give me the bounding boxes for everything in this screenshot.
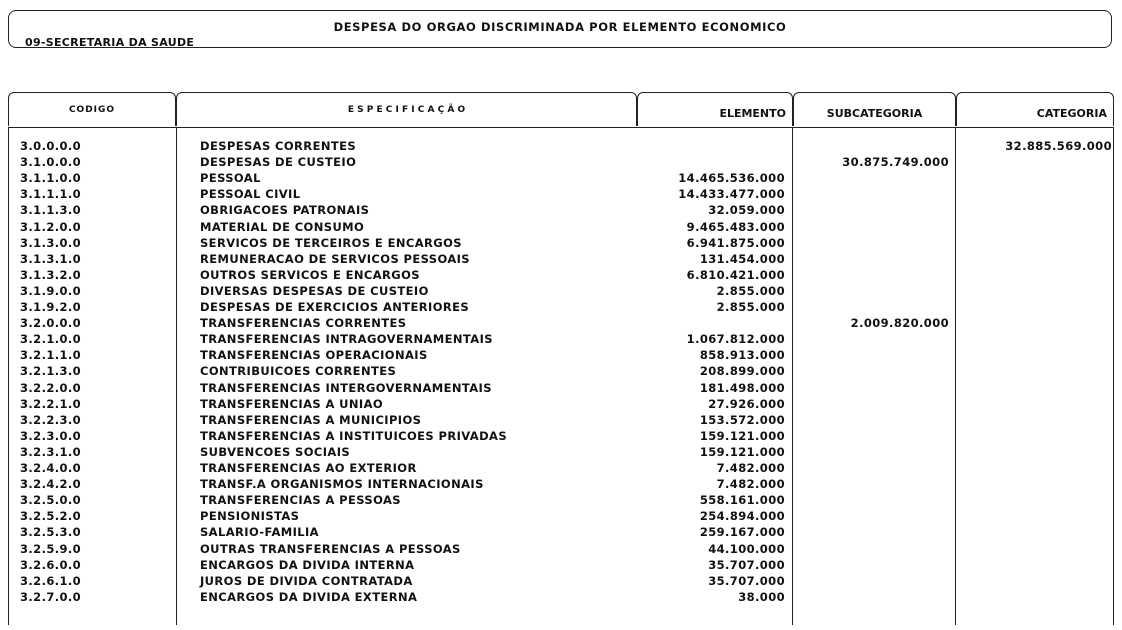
cell-elemento: 2.855.000 xyxy=(716,300,785,314)
table-row xyxy=(0,446,1122,460)
cell-codigo: 3.2.6.1.0 xyxy=(20,573,82,588)
cell-elemento: 208.899.000 xyxy=(699,364,785,379)
cell-especificacao: ENCARGOS DA DIVIDA INTERNA xyxy=(200,557,415,572)
cell-especificacao: TRANSFERENCIAS A PESSOAS xyxy=(200,493,401,508)
table-row xyxy=(0,269,1122,283)
table-row xyxy=(0,478,1122,492)
table-row xyxy=(0,172,1122,186)
cell-codigo: 3.2.1.0.0 xyxy=(20,332,82,347)
table-row xyxy=(0,559,1122,573)
organ-name: 09-SECRETARIA DA SAUDE xyxy=(25,36,195,49)
table-row xyxy=(0,317,1122,331)
cell-codigo: 3.2.1.1.0 xyxy=(20,348,82,363)
table-row xyxy=(0,591,1122,605)
cell-elemento: 14.465.536.000 xyxy=(678,171,785,186)
cell-elemento: 1.067.812.000 xyxy=(686,332,785,347)
cell-especificacao: ENCARGOS DA DIVIDA EXTERNA xyxy=(200,589,418,604)
header-divider xyxy=(8,127,1114,128)
report-title: DESPESA DO ORGAO DISCRIMINADA POR ELEMENTO ECONOMICO xyxy=(333,20,787,34)
cell-especificacao: OUTROS SERVICOS E ENCARGOS xyxy=(200,267,420,282)
cell-elemento: 259.167.000 xyxy=(699,525,785,540)
cell-especificacao: REMUNERACAO DE SERVICOS PESSOAIS xyxy=(200,251,470,266)
cell-codigo: 3.2.5.3.0 xyxy=(20,525,82,540)
cell-elemento: 6.810.421.000 xyxy=(686,267,785,282)
cell-codigo: 3.1.3.1.0 xyxy=(20,251,82,266)
cell-elemento: 27.926.000 xyxy=(708,396,785,411)
table-row xyxy=(0,188,1122,202)
cell-especificacao: OUTRAS TRANSFERENCIAS A PESSOAS xyxy=(200,541,461,556)
report-header-box xyxy=(8,10,1112,48)
column-header-codigo: CODIGO xyxy=(8,92,176,126)
cell-codigo: 3.1.1.0.0 xyxy=(20,171,82,186)
cell-elemento: 35.707.000 xyxy=(708,573,785,588)
cell-codigo: 3.2.0.0.0 xyxy=(20,316,82,331)
cell-elemento: 858.913.000 xyxy=(699,348,785,363)
cell-elemento: 35.707.000 xyxy=(708,557,785,572)
cell-especificacao: JUROS DE DIVIDA CONTRATADA xyxy=(200,573,413,588)
cell-especificacao: CONTRIBUICOES CORRENTES xyxy=(200,364,397,379)
cell-codigo: 3.1.1.1.0 xyxy=(20,187,82,202)
cell-elemento: 7.482.000 xyxy=(716,477,785,492)
cell-elemento: 6.941.875.000 xyxy=(686,235,785,250)
cell-codigo: 3.1.9.2.0 xyxy=(20,300,82,314)
cell-elemento: 9.465.483.000 xyxy=(686,219,785,234)
cell-elemento: 14.433.477.000 xyxy=(678,187,785,202)
table-row xyxy=(0,462,1122,476)
cell-elemento: 2.855.000 xyxy=(716,283,785,298)
cell-elemento: 254.894.000 xyxy=(699,509,785,524)
cell-elemento: 159.121.000 xyxy=(699,428,785,443)
cell-especificacao: DIVERSAS DESPESAS DE CUSTEIO xyxy=(200,283,429,298)
cell-codigo: 3.2.2.0.0 xyxy=(20,380,82,395)
column-header-elemento: ELEMENTO xyxy=(637,92,793,126)
table-row xyxy=(0,494,1122,508)
table-row xyxy=(0,253,1122,267)
cell-especificacao: TRANSFERENCIAS A INSTITUICOES PRIVADAS xyxy=(200,428,508,443)
table-row xyxy=(0,510,1122,524)
table-row xyxy=(0,382,1122,396)
cell-elemento: 7.482.000 xyxy=(716,461,785,475)
cell-especificacao: PESSOAL CIVIL xyxy=(200,187,301,202)
cell-elemento: 159.121.000 xyxy=(699,444,785,459)
cell-especificacao: OBRIGACOES PATRONAIS xyxy=(200,203,370,218)
table-row xyxy=(0,349,1122,363)
cell-elemento: 181.498.000 xyxy=(699,380,785,395)
table-row xyxy=(0,285,1122,299)
cell-codigo: 3.1.9.0.0 xyxy=(20,283,82,298)
cell-especificacao: TRANSFERENCIAS CORRENTES xyxy=(200,316,407,331)
table-row xyxy=(0,543,1122,557)
cell-especificacao: TRANSFERENCIAS AO EXTERIOR xyxy=(200,461,417,475)
cell-codigo: 3.2.5.0.0 xyxy=(20,493,82,508)
table-row xyxy=(0,204,1122,218)
cell-categoria: 32.885.569.000 xyxy=(1005,139,1112,153)
cell-codigo: 3.2.1.3.0 xyxy=(20,364,82,379)
table-row xyxy=(0,398,1122,412)
column-header-subcategoria: SUBCATEGORIA xyxy=(793,92,956,126)
table-row xyxy=(0,333,1122,347)
cell-especificacao: SERVICOS DE TERCEIROS E ENCARGOS xyxy=(200,235,462,250)
cell-elemento: 44.100.000 xyxy=(708,541,785,556)
cell-codigo: 3.1.2.0.0 xyxy=(20,219,82,234)
cell-codigo: 3.2.4.0.0 xyxy=(20,461,82,475)
cell-codigo: 3.2.3.1.0 xyxy=(20,444,82,459)
table-row xyxy=(0,156,1122,170)
table-row xyxy=(0,301,1122,315)
cell-especificacao: SALARIO-FAMILIA xyxy=(200,525,319,540)
cell-elemento: 32.059.000 xyxy=(708,203,785,218)
cell-especificacao: TRANSFERENCIAS INTRAGOVERNAMENTAIS xyxy=(200,332,493,347)
cell-especificacao: DESPESAS CORRENTES xyxy=(200,139,357,153)
cell-codigo: 3.2.6.0.0 xyxy=(20,557,82,572)
cell-codigo: 3.1.3.2.0 xyxy=(20,267,82,282)
table-row xyxy=(0,140,1122,154)
cell-codigo: 3.2.5.9.0 xyxy=(20,541,82,556)
cell-codigo: 3.2.3.0.0 xyxy=(20,428,82,443)
cell-especificacao: SUBVENCOES SOCIAIS xyxy=(200,444,351,459)
cell-especificacao: DESPESAS DE EXERCICIOS ANTERIORES xyxy=(200,300,470,314)
cell-codigo: 3.2.4.2.0 xyxy=(20,477,82,492)
table-row xyxy=(0,365,1122,379)
table-row xyxy=(0,237,1122,251)
cell-subcategoria: 2.009.820.000 xyxy=(850,316,949,331)
cell-elemento: 131.454.000 xyxy=(699,251,785,266)
cell-especificacao: MATERIAL DE CONSUMO xyxy=(200,219,365,234)
cell-codigo: 3.1.0.0.0 xyxy=(20,155,82,170)
cell-subcategoria: 30.875.749.000 xyxy=(842,155,949,170)
cell-especificacao: DESPESAS DE CUSTEIO xyxy=(200,155,357,170)
cell-codigo: 3.2.7.0.0 xyxy=(20,589,82,604)
table-row xyxy=(0,526,1122,540)
table-row xyxy=(0,430,1122,444)
cell-elemento: 153.572.000 xyxy=(699,412,785,427)
cell-especificacao: PENSIONISTAS xyxy=(200,509,300,524)
cell-elemento: 558.161.000 xyxy=(699,493,785,508)
table-row xyxy=(0,575,1122,589)
cell-codigo: 3.2.2.3.0 xyxy=(20,412,82,427)
column-header-categoria: CATEGORIA xyxy=(956,92,1114,126)
cell-especificacao: TRANSFERENCIAS OPERACIONAIS xyxy=(200,348,428,363)
cell-especificacao: TRANSFERENCIAS A MUNICIPIOS xyxy=(200,412,422,427)
table-row xyxy=(0,414,1122,428)
cell-codigo: 3.2.5.2.0 xyxy=(20,509,82,524)
cell-especificacao: TRANSFERENCIAS A UNIAO xyxy=(200,396,384,411)
cell-especificacao: TRANSF.A ORGANISMOS INTERNACIONAIS xyxy=(200,477,484,492)
table-row xyxy=(0,221,1122,235)
cell-codigo: 3.1.3.0.0 xyxy=(20,235,82,250)
column-header-especificacao: E S P E C I F I C A Ç Ã O xyxy=(176,92,637,126)
cell-especificacao: TRANSFERENCIAS INTERGOVERNAMENTAIS xyxy=(200,380,492,395)
cell-codigo: 3.2.2.1.0 xyxy=(20,396,82,411)
cell-elemento: 38.000 xyxy=(738,589,785,604)
cell-especificacao: PESSOAL xyxy=(200,171,261,186)
cell-codigo: 3.0.0.0.0 xyxy=(20,139,82,153)
cell-codigo: 3.1.1.3.0 xyxy=(20,203,82,218)
